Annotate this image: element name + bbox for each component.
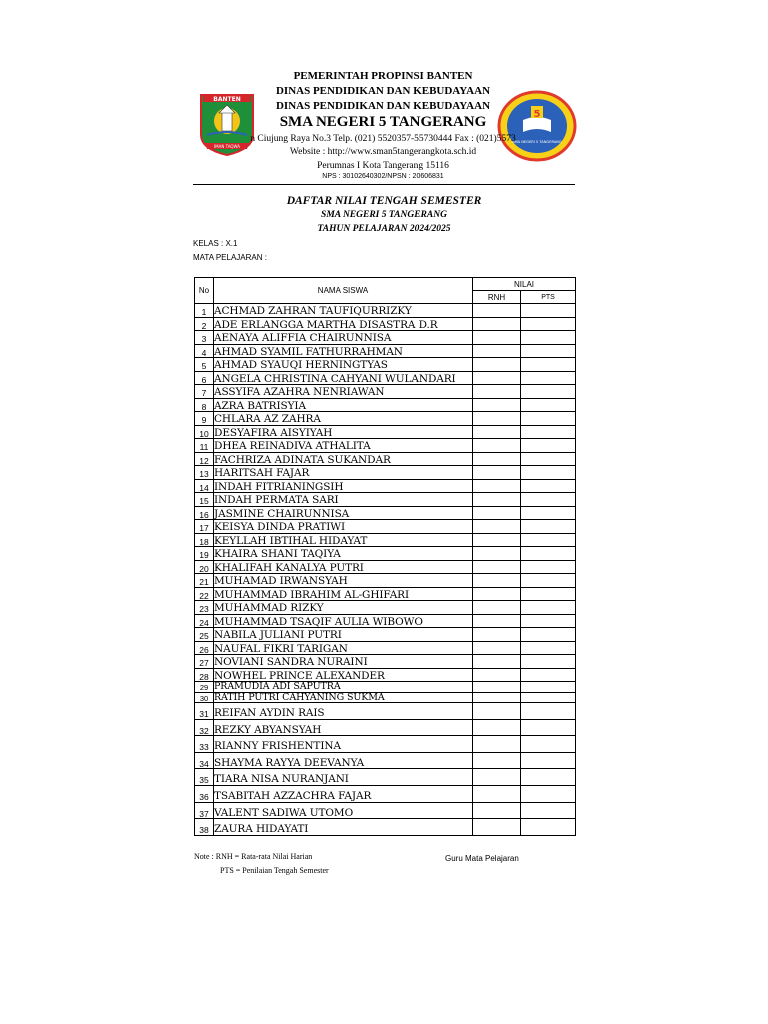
rnh-cell[interactable] bbox=[473, 385, 521, 399]
rnh-cell[interactable] bbox=[473, 371, 521, 385]
pts-cell[interactable] bbox=[521, 802, 576, 819]
rnh-cell[interactable] bbox=[473, 398, 521, 412]
note-rnh: Note : RNH = Rata-rata Nilai Harian bbox=[194, 852, 313, 861]
rnh-cell[interactable] bbox=[473, 752, 521, 769]
student-name: DESYAFIRA AISYIYAH bbox=[214, 425, 473, 439]
rnh-cell[interactable] bbox=[473, 358, 521, 372]
pts-cell[interactable] bbox=[521, 574, 576, 588]
pts-cell[interactable] bbox=[521, 628, 576, 642]
table-row bbox=[195, 819, 576, 836]
rnh-cell[interactable] bbox=[473, 533, 521, 547]
row-number: 3 bbox=[195, 331, 214, 345]
school-logo-number: 5 bbox=[533, 109, 541, 120]
document-title: DAFTAR NILAI TENGAH SEMESTER bbox=[286, 195, 482, 207]
student-name: ACHMAD ZAHRAN TAUFIQURRIZKY bbox=[214, 304, 473, 318]
table-row bbox=[195, 752, 576, 769]
pts-cell[interactable] bbox=[521, 425, 576, 439]
table-row bbox=[195, 331, 576, 345]
row-number: 4 bbox=[195, 344, 214, 358]
student-name: INDAH FITRIANINGSIH bbox=[214, 479, 473, 493]
pts-cell[interactable] bbox=[521, 547, 576, 561]
rnh-cell[interactable] bbox=[473, 628, 521, 642]
rnh-cell[interactable] bbox=[473, 547, 521, 561]
website-line: Website : http://www.sman5tangerangkota.sch.id bbox=[289, 147, 477, 157]
pts-cell[interactable] bbox=[521, 560, 576, 574]
row-number: 6 bbox=[195, 371, 214, 385]
rnh-cell[interactable] bbox=[473, 819, 521, 836]
student-name: AENAYA ALIFFIA CHAIRUNNISA bbox=[214, 331, 473, 345]
pts-cell[interactable] bbox=[521, 371, 576, 385]
pts-cell[interactable] bbox=[521, 752, 576, 769]
row-number: 18 bbox=[195, 533, 214, 547]
pts-cell[interactable] bbox=[521, 601, 576, 615]
row-number: 28 bbox=[195, 668, 214, 682]
pts-cell[interactable] bbox=[521, 331, 576, 345]
table-row bbox=[195, 574, 576, 588]
table-row bbox=[195, 371, 576, 385]
pts-cell[interactable] bbox=[521, 479, 576, 493]
student-name: RIANNY FRISHENTINA bbox=[214, 736, 473, 753]
student-name: MUHAMMAD TSAQIF AULIA WIBOWO bbox=[214, 614, 473, 628]
rnh-cell[interactable] bbox=[473, 344, 521, 358]
rnh-cell[interactable] bbox=[473, 560, 521, 574]
row-number: 10 bbox=[195, 425, 214, 439]
pts-cell[interactable] bbox=[521, 785, 576, 802]
header-divider bbox=[193, 184, 575, 185]
student-name: TIARA NISA NURANJANI bbox=[214, 769, 473, 786]
signature-label: Guru Mata Pelajaran bbox=[445, 854, 519, 863]
school-name: SMA NEGERI 5 TANGERANG bbox=[279, 114, 487, 130]
student-name: HARITSAH FAJAR bbox=[214, 466, 473, 480]
table-row bbox=[195, 560, 576, 574]
student-name: FACHRIZA ADINATA SUKANDAR bbox=[214, 452, 473, 466]
pts-cell[interactable] bbox=[521, 692, 576, 703]
rnh-cell[interactable] bbox=[473, 655, 521, 669]
npsn-line: NPS : 30102640302/NPSN : 20606831 bbox=[322, 173, 444, 180]
student-name: AZRA BATRISYIA bbox=[214, 398, 473, 412]
header-line-1: PEMERINTAH PROPINSI BANTEN bbox=[293, 70, 473, 82]
header-pts: PTS bbox=[521, 291, 576, 304]
address-line: n Ciujung Raya No.3 Telp. (021) 5520357-55730444 Fax : (021)5573 bbox=[250, 134, 516, 144]
row-number: 14 bbox=[195, 479, 214, 493]
pts-cell[interactable] bbox=[521, 703, 576, 720]
rnh-cell[interactable] bbox=[473, 317, 521, 331]
row-number: 37 bbox=[195, 802, 214, 819]
student-name: MUHAMMAD RIZKY bbox=[214, 601, 473, 615]
pts-cell[interactable] bbox=[521, 641, 576, 655]
row-number: 11 bbox=[195, 439, 214, 453]
student-name: INDAH PERMATA SARI bbox=[214, 493, 473, 507]
table-row bbox=[195, 628, 576, 642]
pts-cell[interactable] bbox=[521, 439, 576, 453]
table-row bbox=[195, 317, 576, 331]
row-number: 5 bbox=[195, 358, 214, 372]
student-name: RATIH PUTRI CAHYANING SUKMA bbox=[214, 692, 473, 703]
student-name: DHEA REINADIVA ATHALITA bbox=[214, 439, 473, 453]
rnh-cell[interactable] bbox=[473, 574, 521, 588]
row-number: 22 bbox=[195, 587, 214, 601]
row-number: 33 bbox=[195, 736, 214, 753]
rnh-cell[interactable] bbox=[473, 703, 521, 720]
rnh-cell[interactable] bbox=[473, 719, 521, 736]
row-number: 7 bbox=[195, 385, 214, 399]
rnh-cell[interactable] bbox=[473, 506, 521, 520]
rnh-cell[interactable] bbox=[473, 439, 521, 453]
table-row bbox=[195, 719, 576, 736]
table-row bbox=[195, 344, 576, 358]
table-row bbox=[195, 506, 576, 520]
table-row bbox=[195, 736, 576, 753]
student-name: ANGELA CHRISTINA CAHYANI WULANDARI bbox=[214, 371, 473, 385]
student-name: REZKY ABYANSYAH bbox=[214, 719, 473, 736]
pts-cell[interactable] bbox=[521, 655, 576, 669]
row-number: 35 bbox=[195, 769, 214, 786]
table-row bbox=[195, 802, 576, 819]
table-row bbox=[195, 452, 576, 466]
pts-cell[interactable] bbox=[521, 736, 576, 753]
row-number: 15 bbox=[195, 493, 214, 507]
class-label: KELAS : X.1 bbox=[193, 239, 238, 248]
row-number: 8 bbox=[195, 398, 214, 412]
table-row bbox=[195, 439, 576, 453]
rnh-cell[interactable] bbox=[473, 802, 521, 819]
row-number: 20 bbox=[195, 560, 214, 574]
table-row bbox=[195, 655, 576, 669]
table-row bbox=[195, 614, 576, 628]
header-nilai: NILAI bbox=[473, 278, 576, 291]
banten-logo-bottom-text: IMAN TAQWA bbox=[213, 144, 241, 149]
row-number: 12 bbox=[195, 452, 214, 466]
row-number: 36 bbox=[195, 785, 214, 802]
header-no: No bbox=[195, 278, 214, 304]
grade-table bbox=[194, 277, 576, 836]
table-row bbox=[195, 692, 576, 703]
row-number: 34 bbox=[195, 752, 214, 769]
row-number: 30 bbox=[195, 692, 214, 703]
pts-cell[interactable] bbox=[521, 358, 576, 372]
table-row bbox=[195, 304, 576, 318]
student-name: NOVIANI SANDRA NURAINI bbox=[214, 655, 473, 669]
banten-logo-top-text: BANTEN bbox=[213, 96, 241, 103]
student-name: KEISYA DINDA PRATIWI bbox=[214, 520, 473, 534]
student-name: AHMAD SYAUQI HERNINGTYAS bbox=[214, 358, 473, 372]
table-row bbox=[195, 358, 576, 372]
pts-cell[interactable] bbox=[521, 614, 576, 628]
rnh-cell[interactable] bbox=[473, 452, 521, 466]
header-line-2: DINAS PENDIDIKAN DAN KEBUDAYAAN bbox=[275, 85, 491, 97]
row-number: 23 bbox=[195, 601, 214, 615]
row-number: 16 bbox=[195, 506, 214, 520]
table-row bbox=[195, 425, 576, 439]
pts-cell[interactable] bbox=[521, 304, 576, 318]
pts-cell[interactable] bbox=[521, 506, 576, 520]
student-name: MUHAMMAD IBRAHIM AL-GHIFARI bbox=[214, 587, 473, 601]
row-number: 32 bbox=[195, 719, 214, 736]
rnh-cell[interactable] bbox=[473, 769, 521, 786]
student-name: NOWHEL PRINCE ALEXANDER bbox=[214, 668, 473, 682]
rnh-cell[interactable] bbox=[473, 479, 521, 493]
rnh-cell[interactable] bbox=[473, 682, 521, 693]
student-name: KEYLLAH IBTIHAL HIDAYAT bbox=[214, 533, 473, 547]
row-number: 29 bbox=[195, 682, 214, 693]
rnh-cell[interactable] bbox=[473, 331, 521, 345]
rnh-cell[interactable] bbox=[473, 668, 521, 682]
student-name: PRAMUDIA ADI SAPUTRA bbox=[214, 682, 473, 693]
row-number: 38 bbox=[195, 819, 214, 836]
student-name: NAUFAL FIKRI TARIGAN bbox=[214, 641, 473, 655]
row-number: 9 bbox=[195, 412, 214, 426]
pts-cell[interactable] bbox=[521, 317, 576, 331]
pts-cell[interactable] bbox=[521, 819, 576, 836]
student-name: KHAIRA SHANI TAQIYA bbox=[214, 547, 473, 561]
document-year: TAHUN PELAJARAN 2024/2025 bbox=[317, 224, 451, 234]
rnh-cell[interactable] bbox=[473, 304, 521, 318]
school-logo-caption: SMA NEGERI 5 TANGERANG bbox=[512, 140, 562, 144]
table-row bbox=[195, 547, 576, 561]
rnh-cell[interactable] bbox=[473, 736, 521, 753]
pts-cell[interactable] bbox=[521, 668, 576, 682]
table-row bbox=[195, 398, 576, 412]
note-pts: PTS = Penilaian Tengah Semester bbox=[220, 866, 329, 875]
student-name: AHMAD SYAMIL FATHURRAHMAN bbox=[214, 344, 473, 358]
row-number: 19 bbox=[195, 547, 214, 561]
rnh-cell[interactable] bbox=[473, 601, 521, 615]
rnh-cell[interactable] bbox=[473, 692, 521, 703]
header-name: NAMA SISWA bbox=[214, 278, 473, 304]
pts-cell[interactable] bbox=[521, 452, 576, 466]
table-row bbox=[195, 682, 576, 693]
row-number: 13 bbox=[195, 466, 214, 480]
header-rnh: RNH bbox=[473, 291, 521, 304]
row-number: 21 bbox=[195, 574, 214, 588]
pts-cell[interactable] bbox=[521, 385, 576, 399]
student-name: TSABITAH AZZACHRA FAJAR bbox=[214, 785, 473, 802]
rnh-cell[interactable] bbox=[473, 785, 521, 802]
student-name: NABILA JULIANI PUTRI bbox=[214, 628, 473, 642]
student-name: ADE ERLANGGA MARTHA DISASTRA D.R bbox=[214, 317, 473, 331]
pts-cell[interactable] bbox=[521, 682, 576, 693]
rnh-cell[interactable] bbox=[473, 641, 521, 655]
student-name: REIFAN AYDIN RAIS bbox=[214, 703, 473, 720]
table-row bbox=[195, 769, 576, 786]
grade-table-body bbox=[195, 304, 576, 836]
row-number: 25 bbox=[195, 628, 214, 642]
pts-cell[interactable] bbox=[521, 719, 576, 736]
pts-cell[interactable] bbox=[521, 344, 576, 358]
row-number: 24 bbox=[195, 614, 214, 628]
rnh-cell[interactable] bbox=[473, 412, 521, 426]
table-row bbox=[195, 703, 576, 720]
header-line-3: DINAS PENDIDIKAN DAN KEBUDAYAAN bbox=[275, 100, 491, 112]
table-row bbox=[195, 479, 576, 493]
table-row bbox=[195, 520, 576, 534]
table-row bbox=[195, 641, 576, 655]
row-number: 26 bbox=[195, 641, 214, 655]
row-number: 17 bbox=[195, 520, 214, 534]
city-line: Perumnas I Kota Tangerang 15116 bbox=[317, 161, 449, 171]
pts-cell[interactable] bbox=[521, 769, 576, 786]
student-name: KHALIFAH KANALYA PUTRI bbox=[214, 560, 473, 574]
rnh-cell[interactable] bbox=[473, 520, 521, 534]
pts-cell[interactable] bbox=[521, 398, 576, 412]
row-number: 27 bbox=[195, 655, 214, 669]
table-row bbox=[195, 785, 576, 802]
rnh-cell[interactable] bbox=[473, 425, 521, 439]
rnh-cell[interactable] bbox=[473, 493, 521, 507]
pts-cell[interactable] bbox=[521, 520, 576, 534]
table-row bbox=[195, 493, 576, 507]
student-name: SHAYMA RAYYA DEEVANYA bbox=[214, 752, 473, 769]
pts-cell[interactable] bbox=[521, 493, 576, 507]
student-name: ASSYIFA AZAHRA NENRIAWAN bbox=[214, 385, 473, 399]
table-row bbox=[195, 587, 576, 601]
table-row bbox=[195, 412, 576, 426]
table-row bbox=[195, 385, 576, 399]
table-row bbox=[195, 668, 576, 682]
pts-cell[interactable] bbox=[521, 587, 576, 601]
pts-cell[interactable] bbox=[521, 412, 576, 426]
rnh-cell[interactable] bbox=[473, 587, 521, 601]
pts-cell[interactable] bbox=[521, 533, 576, 547]
row-number: 2 bbox=[195, 317, 214, 331]
student-name: ZAURA HIDAYATI bbox=[214, 819, 473, 836]
rnh-cell[interactable] bbox=[473, 614, 521, 628]
table-row bbox=[195, 466, 576, 480]
pts-cell[interactable] bbox=[521, 466, 576, 480]
row-number: 1 bbox=[195, 304, 214, 318]
row-number: 31 bbox=[195, 703, 214, 720]
table-row bbox=[195, 601, 576, 615]
student-name: JASMINE CHAIRUNNISA bbox=[214, 506, 473, 520]
rnh-cell[interactable] bbox=[473, 466, 521, 480]
student-name: VALENT SADIWA UTOMO bbox=[214, 802, 473, 819]
student-name: MUHAMAD IRWANSYAH bbox=[214, 574, 473, 588]
subject-label: MATA PELAJARAN : bbox=[193, 253, 267, 262]
document-subtitle: SMA NEGERI 5 TANGERANG bbox=[321, 210, 447, 220]
table-row bbox=[195, 533, 576, 547]
student-name: CHLARA AZ ZAHRA bbox=[214, 412, 473, 426]
